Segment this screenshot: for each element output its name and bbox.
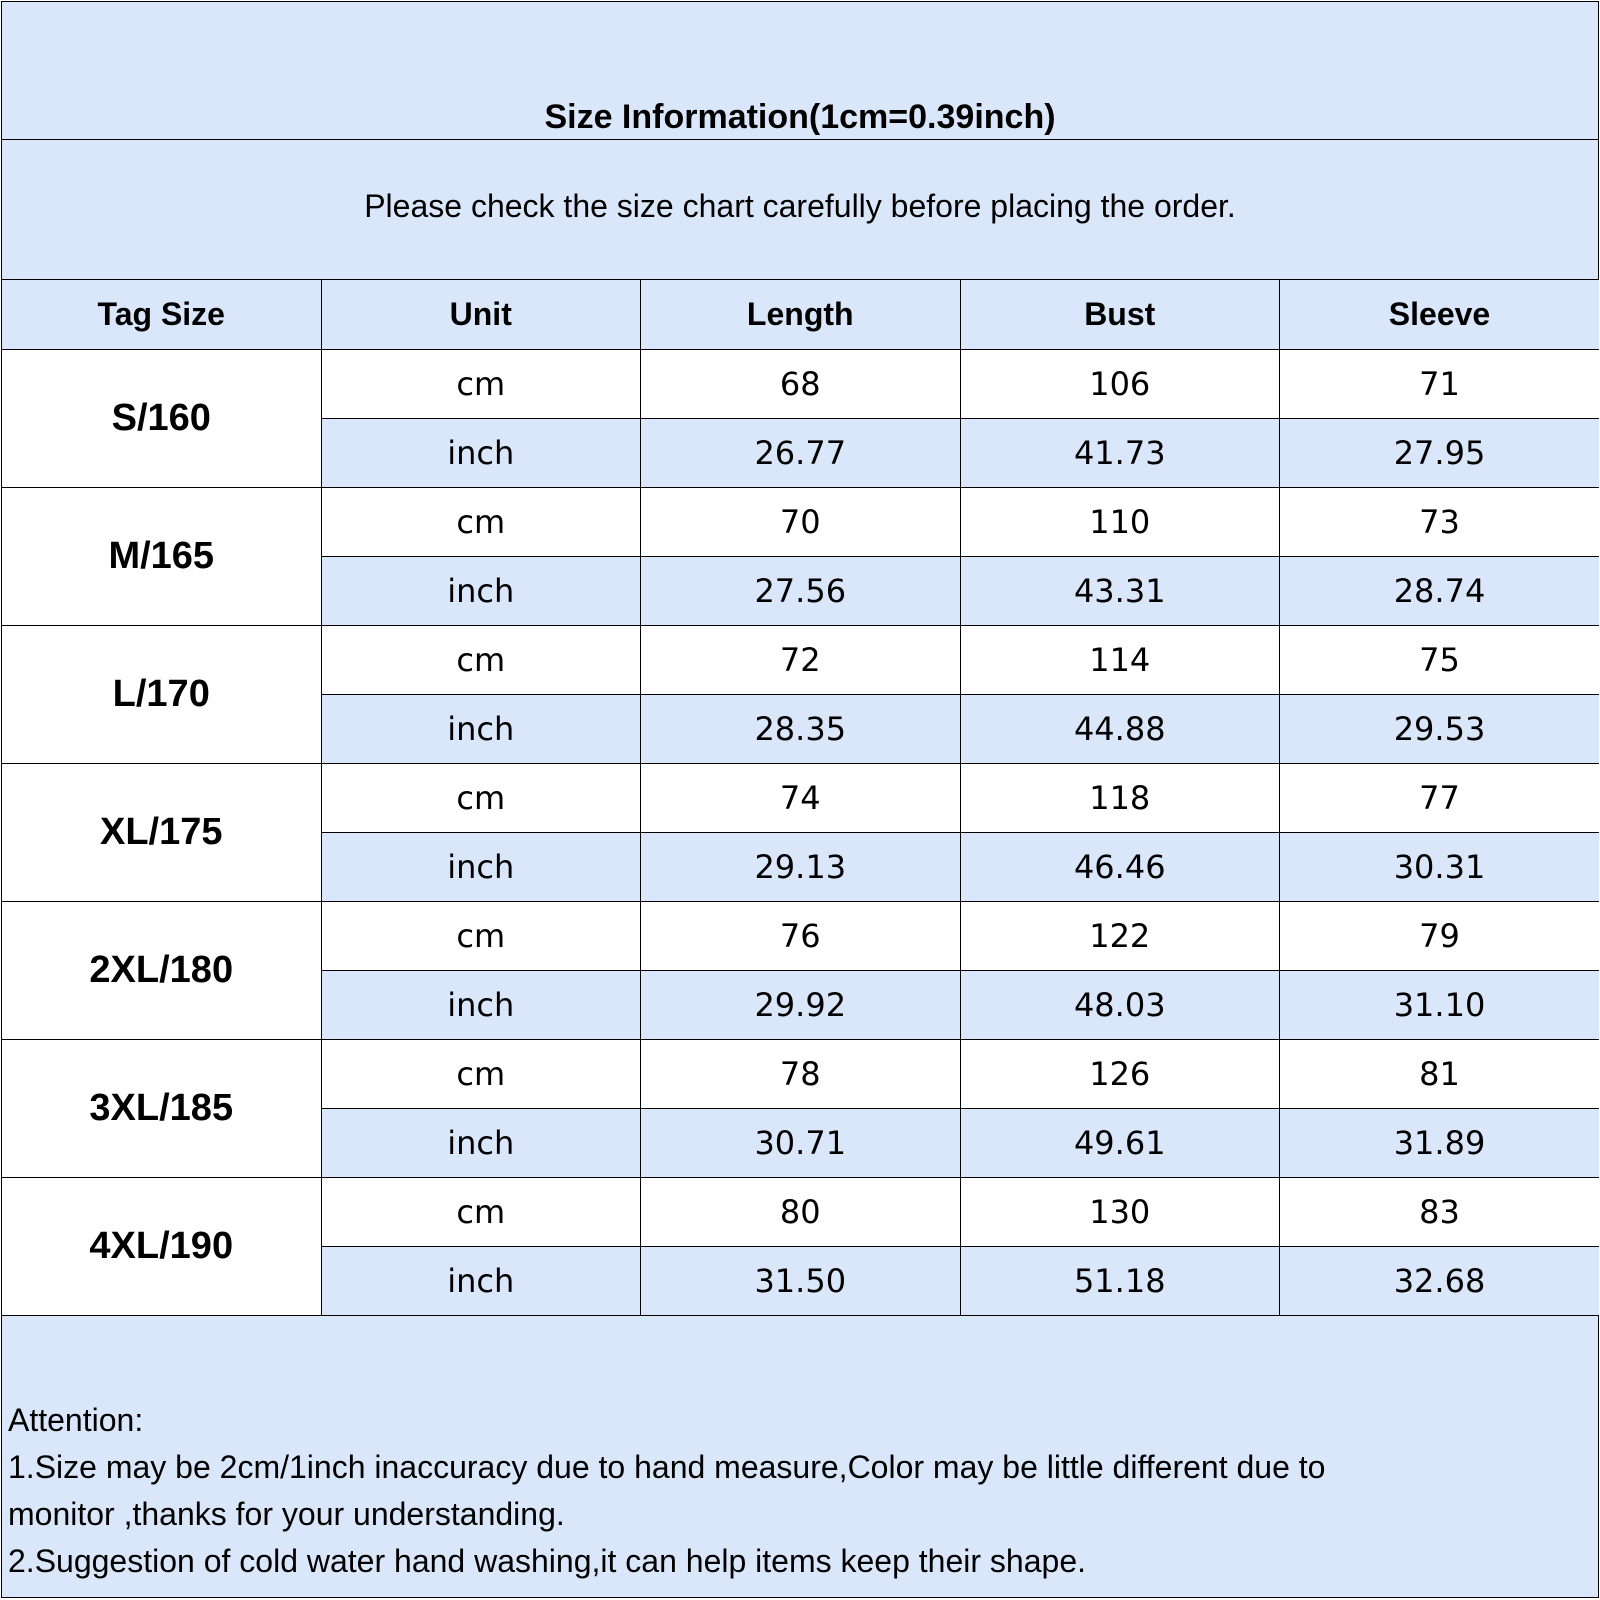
sleeve-cell: 32.68 (1280, 1246, 1600, 1315)
unit-cell: inch (321, 694, 641, 763)
length-cell: 80 (641, 1177, 961, 1246)
tag-size-cell: 2XL/180 (2, 901, 321, 1039)
sleeve-cell: 77 (1280, 763, 1600, 832)
bust-cell: 41.73 (960, 418, 1280, 487)
sleeve-cell: 31.10 (1280, 970, 1600, 1039)
attention-note-1b: monitor ,thanks for your understanding. (8, 1496, 565, 1532)
bust-cell: 130 (960, 1177, 1280, 1246)
unit-cell: inch (321, 418, 641, 487)
attention-note-1a: 1.Size may be 2cm/1inch inaccuracy due to hand measure,Color may be little different due to (8, 1449, 1326, 1485)
size-chart-sheet (1, 1, 1599, 1598)
table-row (2, 901, 1599, 970)
unit-cell: cm (321, 763, 641, 832)
unit-cell: inch (321, 1108, 641, 1177)
bust-cell: 118 (960, 763, 1280, 832)
bust-cell: 44.88 (960, 694, 1280, 763)
bust-cell: 46.46 (960, 832, 1280, 901)
length-cell: 31.50 (641, 1246, 961, 1315)
length-cell: 76 (641, 901, 961, 970)
sleeve-cell: 29.53 (1280, 694, 1600, 763)
tag-size-cell: 4XL/190 (2, 1177, 321, 1315)
attention-note-2: 2.Suggestion of cold water hand washing,it can help items keep their shape. (8, 1543, 1086, 1579)
bust-cell: 106 (960, 349, 1280, 418)
length-cell: 70 (641, 487, 961, 556)
sleeve-cell: 75 (1280, 625, 1600, 694)
header-bust: Bust (960, 280, 1280, 349)
unit-cell: cm (321, 901, 641, 970)
size-chart-title: Size Information(1cm=0.39inch) (544, 98, 1056, 136)
title-band (2, 2, 1598, 140)
notice-band (2, 140, 1598, 280)
sleeve-cell: 79 (1280, 901, 1600, 970)
sleeve-cell: 31.89 (1280, 1108, 1600, 1177)
length-cell: 26.77 (641, 418, 961, 487)
header-sleeve: Sleeve (1280, 280, 1600, 349)
bust-cell: 122 (960, 901, 1280, 970)
length-cell: 28.35 (641, 694, 961, 763)
bust-cell: 126 (960, 1039, 1280, 1108)
header-length: Length (641, 280, 961, 349)
bust-cell: 48.03 (960, 970, 1280, 1039)
bust-cell: 110 (960, 487, 1280, 556)
table-row (2, 349, 1599, 418)
tag-size-cell: L/170 (2, 625, 321, 763)
bust-cell: 114 (960, 625, 1280, 694)
tag-size-cell: 3XL/185 (2, 1039, 321, 1177)
tag-size-cell: XL/175 (2, 763, 321, 901)
length-cell: 27.56 (641, 556, 961, 625)
tag-size-cell: S/160 (2, 349, 321, 487)
unit-cell: cm (321, 487, 641, 556)
unit-cell: cm (321, 349, 641, 418)
length-cell: 29.92 (641, 970, 961, 1039)
unit-cell: cm (321, 1039, 641, 1108)
attention-notes (8, 1397, 1588, 1585)
length-cell: 68 (641, 349, 961, 418)
length-cell: 78 (641, 1039, 961, 1108)
header-unit: Unit (321, 280, 641, 349)
table-row (2, 487, 1599, 556)
bust-cell: 51.18 (960, 1246, 1280, 1315)
order-notice: Please check the size chart carefully before placing the order. (364, 188, 1236, 224)
sleeve-cell: 28.74 (1280, 556, 1600, 625)
unit-cell: cm (321, 1177, 641, 1246)
unit-cell: inch (321, 1246, 641, 1315)
unit-cell: inch (321, 970, 641, 1039)
length-cell: 30.71 (641, 1108, 961, 1177)
table-row (2, 1177, 1599, 1246)
sleeve-cell: 71 (1280, 349, 1600, 418)
table-row (2, 763, 1599, 832)
header-tag-size: Tag Size (2, 280, 321, 349)
tag-size-cell: M/165 (2, 487, 321, 625)
unit-cell: inch (321, 556, 641, 625)
sleeve-cell: 83 (1280, 1177, 1600, 1246)
bust-cell: 49.61 (960, 1108, 1280, 1177)
unit-cell: inch (321, 832, 641, 901)
length-cell: 74 (641, 763, 961, 832)
sleeve-cell: 30.31 (1280, 832, 1600, 901)
unit-cell: cm (321, 625, 641, 694)
length-cell: 29.13 (641, 832, 961, 901)
sleeve-cell: 81 (1280, 1039, 1600, 1108)
length-cell: 72 (641, 625, 961, 694)
sleeve-cell: 73 (1280, 487, 1600, 556)
table-row (2, 1039, 1599, 1108)
table-row (2, 625, 1599, 694)
sleeve-cell: 27.95 (1280, 418, 1600, 487)
header-row (2, 280, 1599, 349)
bust-cell: 43.31 (960, 556, 1280, 625)
size-table (2, 280, 1599, 1316)
attention-heading: Attention: (8, 1402, 144, 1438)
